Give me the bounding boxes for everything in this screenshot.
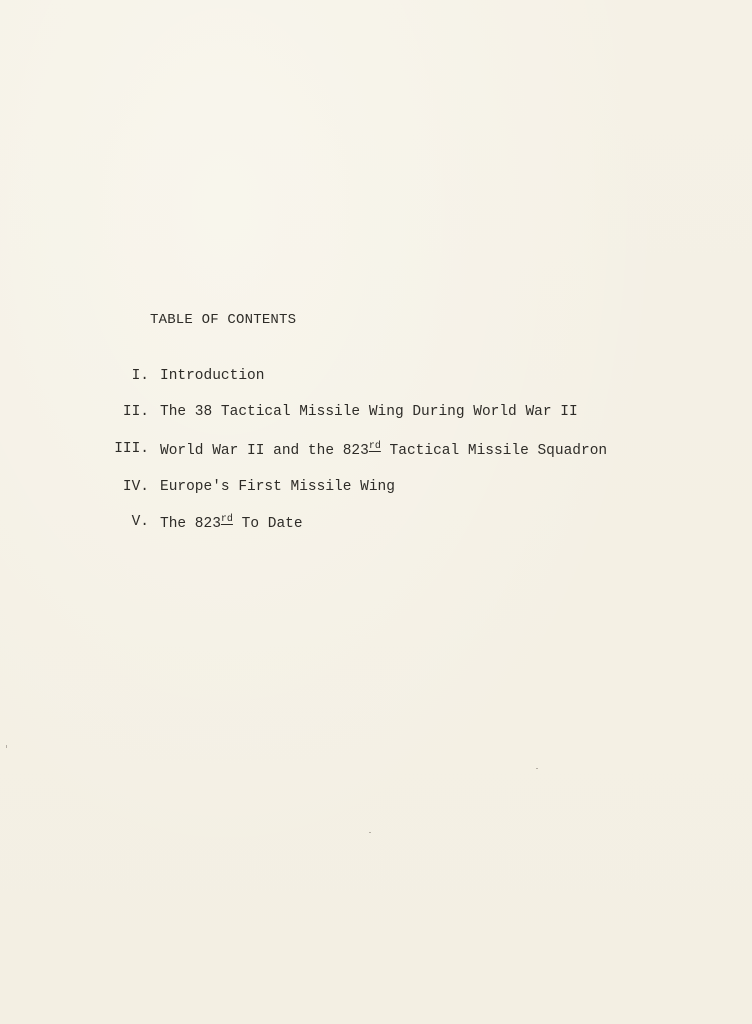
paper-speck — [536, 768, 538, 769]
toc-numeral: I. — [131, 368, 149, 384]
toc-title-part: Tactical Missile Squadron — [380, 443, 608, 459]
paper-speck — [369, 832, 371, 833]
paper-speck — [6, 745, 7, 748]
toc-title: Introduction — [160, 368, 265, 384]
toc-title-part: The 823 — [160, 516, 221, 532]
toc-title-part: To Date — [232, 516, 303, 532]
toc-numeral: II. — [122, 404, 149, 420]
toc-title: The 38 Tactical Missile Wing During World War II — [160, 404, 578, 420]
ordinal-suffix: rd — [368, 441, 381, 452]
toc-title-part: World War II and the 823 — [160, 443, 369, 459]
toc-numeral: V. — [131, 514, 149, 530]
toc-numeral: III. — [114, 441, 149, 457]
toc-heading: TABLE OF CONTENTS — [150, 312, 297, 328]
ordinal-suffix: rd — [220, 514, 233, 525]
toc-title — [160, 441, 607, 459]
toc-numeral: IV. — [122, 479, 149, 495]
toc-title — [160, 514, 303, 532]
toc-title: Europe's First Missile Wing — [160, 479, 395, 495]
